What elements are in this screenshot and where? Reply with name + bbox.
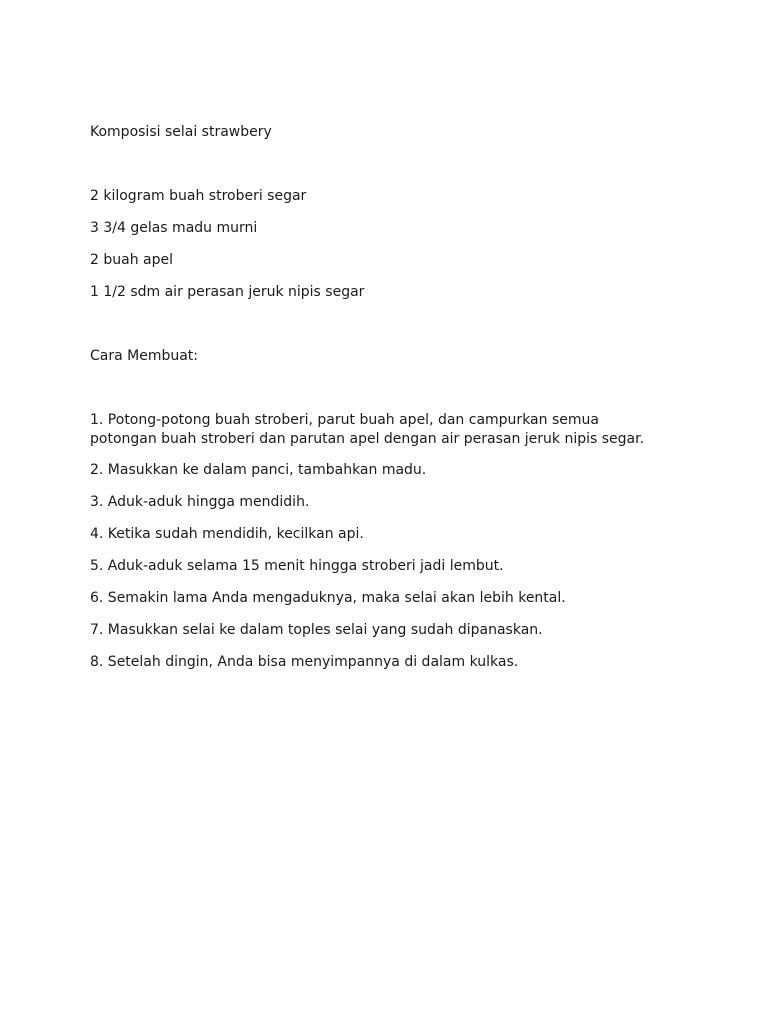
ingredient-item: 2 kilogram buah stroberi segar bbox=[90, 188, 307, 204]
recipe-title: Komposisi selai strawbery bbox=[90, 124, 272, 140]
method-step: 1. Potong-potong buah stroberi, parut buah apel, dan campurkan semua potongan buah stroberi dan parutan apel dengan air perasan jeruk nipis segar. bbox=[90, 412, 645, 447]
ingredient-item: 2 buah apel bbox=[90, 252, 173, 268]
method-step: 8. Setelah dingin, Anda bisa menyimpannya di dalam kulkas. bbox=[90, 654, 519, 670]
method-step: 5. Aduk-aduk selama 15 menit hingga stroberi jadi lembut. bbox=[90, 558, 504, 574]
ingredient-item: 1 1/2 sdm air perasan jeruk nipis segar bbox=[90, 284, 365, 300]
method-step: 4. Ketika sudah mendidih, kecilkan api. bbox=[90, 526, 364, 542]
method-step: 7. Masukkan selai ke dalam toples selai yang sudah dipanaskan. bbox=[90, 622, 543, 638]
method-step: 2. Masukkan ke dalam panci, tambahkan madu. bbox=[90, 462, 427, 478]
method-step: 6. Semakin lama Anda mengaduknya, maka selai akan lebih kental. bbox=[90, 590, 566, 606]
ingredient-item: 3 3/4 gelas madu murni bbox=[90, 220, 258, 236]
method-heading: Cara Membuat: bbox=[90, 348, 199, 364]
method-step: 3. Aduk-aduk hingga mendidih. bbox=[90, 494, 310, 510]
